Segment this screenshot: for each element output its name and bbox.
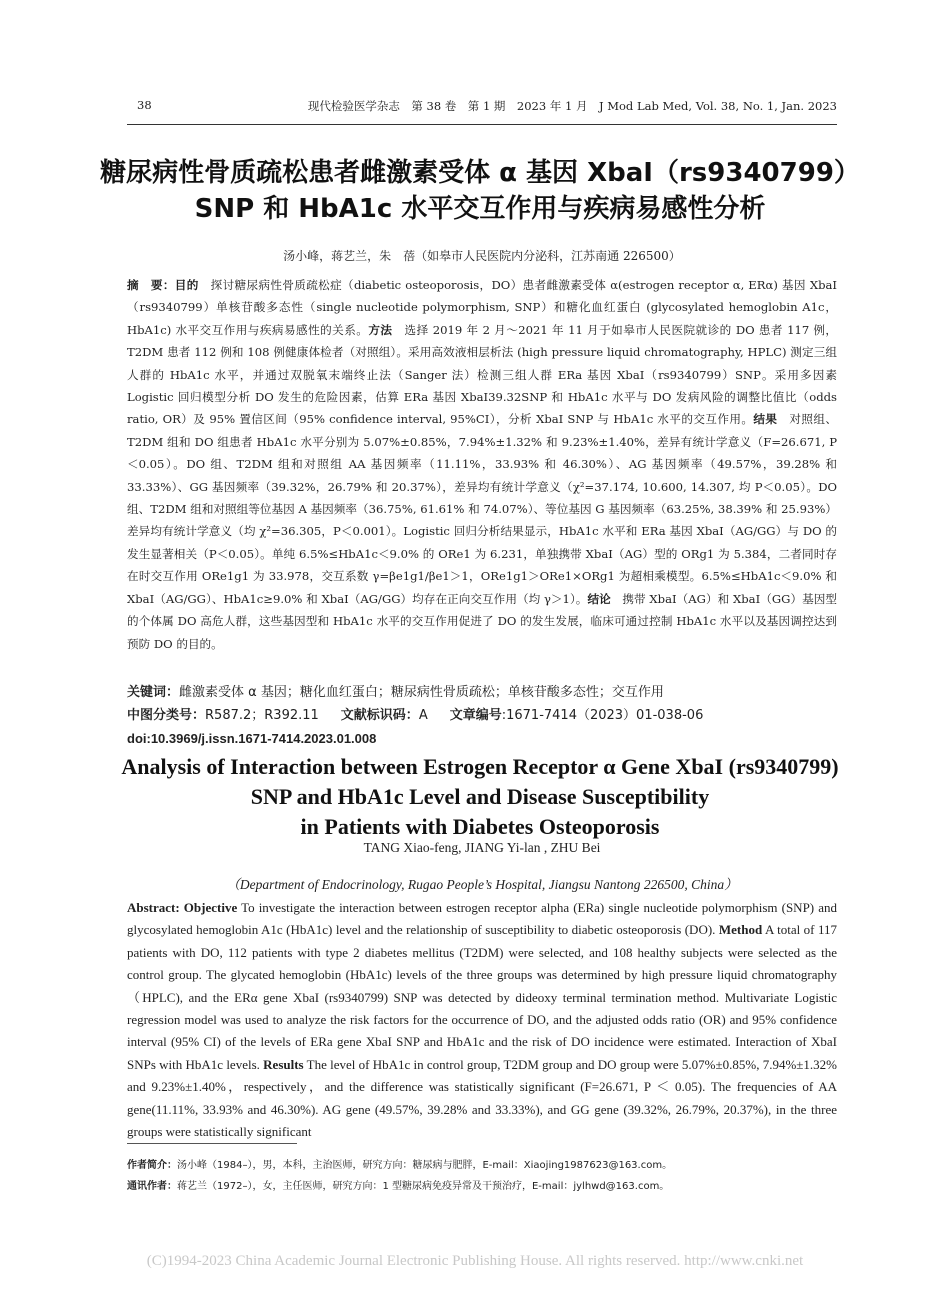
author-bio-label: 作者简介： [127, 1160, 177, 1171]
keywords [127, 682, 837, 704]
keywords-text: 雌激素受体 α 基因；糖化血红蛋白；糖尿病性骨质疏松；单核苷酸多态性；交互作用 [179, 685, 664, 700]
abstract-label: 摘 要： [127, 278, 175, 292]
method-text: 选择 2019 年 2 月～2021 年 11 月于如皋市人民医院就诊的 DO 患者 117 例，T2DM 患者 112 例和 108 例健康体检者（对照组）。采用高效液相层析法 (high pressure liquid chromatography, HPLC) 测定三组人群的 HbA1c 水平，并通过双脱氧末端终止法（Sanger 法）检测三组人群 ERa 基因 XbaI（rs9340799）SNP。采用多因素 Logistic 回归模型分析 DO 发生的危险因素，估算 ERa 基因 XbaI39.32SNP 和 HbA1c 水平与 DO 发病风险的调整比值比（odds ratio, OR）及 95% 置信区间（95% confidence interval, 95%CI），分析 XbaI SNP 与 HbA1c 水平的交互作用。 [127, 322, 838, 427]
conclusion-label: 结论 [587, 591, 611, 606]
english-authors: TANG Xiao-feng, JIANG Yi-lan , ZHU Bei [363, 840, 601, 855]
method-label: 方法 [368, 322, 393, 337]
en-method-text: A total of 117 patients with DO, 112 patients with type 2 diabetes mellitus (T2DM) were selected, and 108 healthy subjects were selected as the control group. The glycated hemoglobin (HbA1c) levels of the three groups was determined by high pressure liquid chromatography （HPLC), and the ERα gene XbaI (rs9340799) SNP was detected by dideoxy terminal termination method. Multivariate Logistic regression model was used to analyze the risk factors for the occurrence of DO, and the adjusted odds ratio (OR) and 95% confidence interval (95% CI) of the levels of ERa gene XbaI SNP and HbA1c and the risk of DO incidence were estimated. Interaction of XbaI SNPs with HbA1c levels. [127, 922, 837, 1072]
english-abstract [127, 897, 837, 1143]
copyright-notice: (C)1994-2023 China Academic Journal Electronic Publishing House. All rights reserved. http://www.cnki.net [146, 1253, 804, 1269]
doc-code-label: 文献标识码： [340, 708, 419, 723]
corresponding-author-footnote [127, 1180, 837, 1194]
chinese-title-line-2: SNP 和 HbA1c 水平交互作用与疾病易感性分析 [194, 194, 766, 224]
corresponding-author-text: 蒋艺兰（1972–），女，主任医师，研究方向：1 型糖尿病免疫异常及干预治疗，E-mail：jylhwd@163.com。 [177, 1181, 670, 1192]
conclusion-text: 携带 XbaI（AG）和 XbaI（GG）基因型的个体属 DO 高危人群，这些基因型和 HbA1c 水平的交互作用促进了 DO 的发生发展，临床可通过控制 HbA1c 水平以及基因调控达到预防 DO 的目的。 [127, 591, 837, 651]
doi [127, 728, 837, 750]
header-divider [127, 124, 837, 125]
chinese-title [100, 155, 860, 227]
chinese-abstract [127, 274, 837, 655]
en-results-text: The level of HbA1c in control group, T2DM group and DO group were 5.07%±0.85%, 7.94%±1.32% and 9.23%±1.40%，respectively，and the difference was statistically significant (F=26.671, P ＜ 0.05). The frequencies of AA gene(11.11%, 33.93% and 46.30%). AG gene (49.57%, 39.28% and 33.33%), and GG gene (39.32%, 26.79%, 20.37%), in the three groups were statistically significant [127, 1056, 837, 1140]
english-title-line-1: Analysis of Interaction between Estrogen Receptor α Gene XbaI (rs9340799) [121, 754, 839, 779]
author-bio-text: 汤小峰（1984–），男，本科，主治医师，研究方向：糖尿病与肥胖，E-mail：Xiaojing1987623@163.com。 [177, 1160, 673, 1171]
doc-code-value: A [418, 708, 428, 723]
doi-value[interactable]: 10.3969/j.issn.1671-7414.2023.01.008 [150, 731, 377, 746]
en-objective-text: To investigate the interaction between estrogen receptor alpha (ERa) single nucleotide polymorphism (SNP) and glycosylated hemoglobin A1c (HbA1c) level and the relationship of susceptibility to diabetic osteoporosis (DO). [127, 900, 837, 938]
en-method-label: Method [718, 922, 763, 938]
article-number-value: :1671-7414（2023）01-038-06 [501, 708, 704, 723]
corresponding-author-label: 通讯作者： [127, 1181, 177, 1192]
english-title [100, 752, 860, 842]
results-text: 对照组、T2DM 组和 DO 组患者 HbA1c 水平分别为 5.07%±0.85%，7.94%±1.32% 和 9.23%±1.40%，差异有统计学意义（F=26.671, P＜0.05）。DO 组、T2DM 组和对照组 AA 基因频率（11.11%，33.93% 和 46.30%）、AG 基因频率（49.57%，39.28% 和 33.33%）、GG 基因频率（39.32%，26.79% 和 20.37%），差异均有统计学意义（χ²=37.174, 10.600, 14.307, 均 P＜0.05）。DO 组、T2DM 组和对照组等位基因 A 基因频率（36.75%, 61.61% 和 74.07%）、等位基因 G 基因频率（63.25%, 38.39% 和 25.93%）差异均有统计学意义（均 χ²=36.305，P＜0.001）。Logistic 回归分析结果显示，HbA1c 水平和 ERa 基因 XbaI（AG/GG）与 DO 的发生显著相关（P＜0.05）。单纯 6.5%≤HbA1c＜9.0% 的 ORe1 为 6.231，单独携带 XbaI（AG）型的 ORg1 为 5.384，二者同时存在时交互作用 ORe1g1 为 33.978，交互系数 γ=βe1g1/βe1＞1，ORe1g1＞ORe1×ORg1 为超相乘模型。6.5%≤HbA1c＜9.0% 和 XbaI（AG/GG）、HbA1c≥9.0% 和 XbaI（AG/GG）均存在正向交互作用（均 γ＞1）。 [127, 412, 837, 606]
english-title-line-3: in Patients with Diabetes Osteoporosis [300, 814, 660, 839]
author-bio-footnote [127, 1159, 837, 1173]
chinese-title-line-1: 糖尿病性骨质疏松患者雌激素受体 α 基因 XbaI（rs9340799） [100, 158, 860, 188]
page-number: 38 [137, 98, 152, 112]
en-results-label: Results [263, 1056, 304, 1072]
clc-value: R587.2；R392.11 [205, 708, 319, 723]
objective-label: 目的 [174, 278, 199, 292]
running-head [127, 98, 837, 118]
english-affiliation: （Department of Endocrinology, Rugao People’s Hospital, Jiangsu Nantong 226500, China） [226, 877, 738, 892]
doi-label: doi: [127, 731, 151, 746]
clc-label: 中图分类号： [127, 708, 206, 723]
footnote-divider [127, 1143, 297, 1144]
objective-text: 探讨糖尿病性骨质疏松症（diabetic osteoporosis，DO）患者雌激素受体 α(estrogen receptor α, ERα) 基因 XbaI（rs9340799）单核苷酸多态性（single nucleotide polymorphism, SNP）和糖化血红蛋白 (glycosylated hemoglobin A1c，HbA1c) 水平交互作用与疾病易感性的关系。 [127, 278, 837, 337]
english-title-line-2: SNP and HbA1c Level and Disease Susceptibility [250, 784, 710, 809]
chinese-authors: 汤小峰，蒋艺兰，朱 蓓（如皋市人民医院内分泌科，江苏南通 226500） [283, 249, 681, 263]
keywords-label: 关键词： [127, 685, 180, 700]
article-number-label: 文章编号 [449, 708, 502, 723]
classification-line [127, 705, 837, 727]
results-label: 结果 [753, 412, 778, 427]
journal-citation: 现代检验医学杂志 第 38 卷 第 1 期 2023 年 1 月 J Mod Lab Med, Vol. 38, No. 1, Jan. 2023 [307, 99, 837, 113]
en-abstract-label: Abstract: Objective [127, 900, 238, 915]
